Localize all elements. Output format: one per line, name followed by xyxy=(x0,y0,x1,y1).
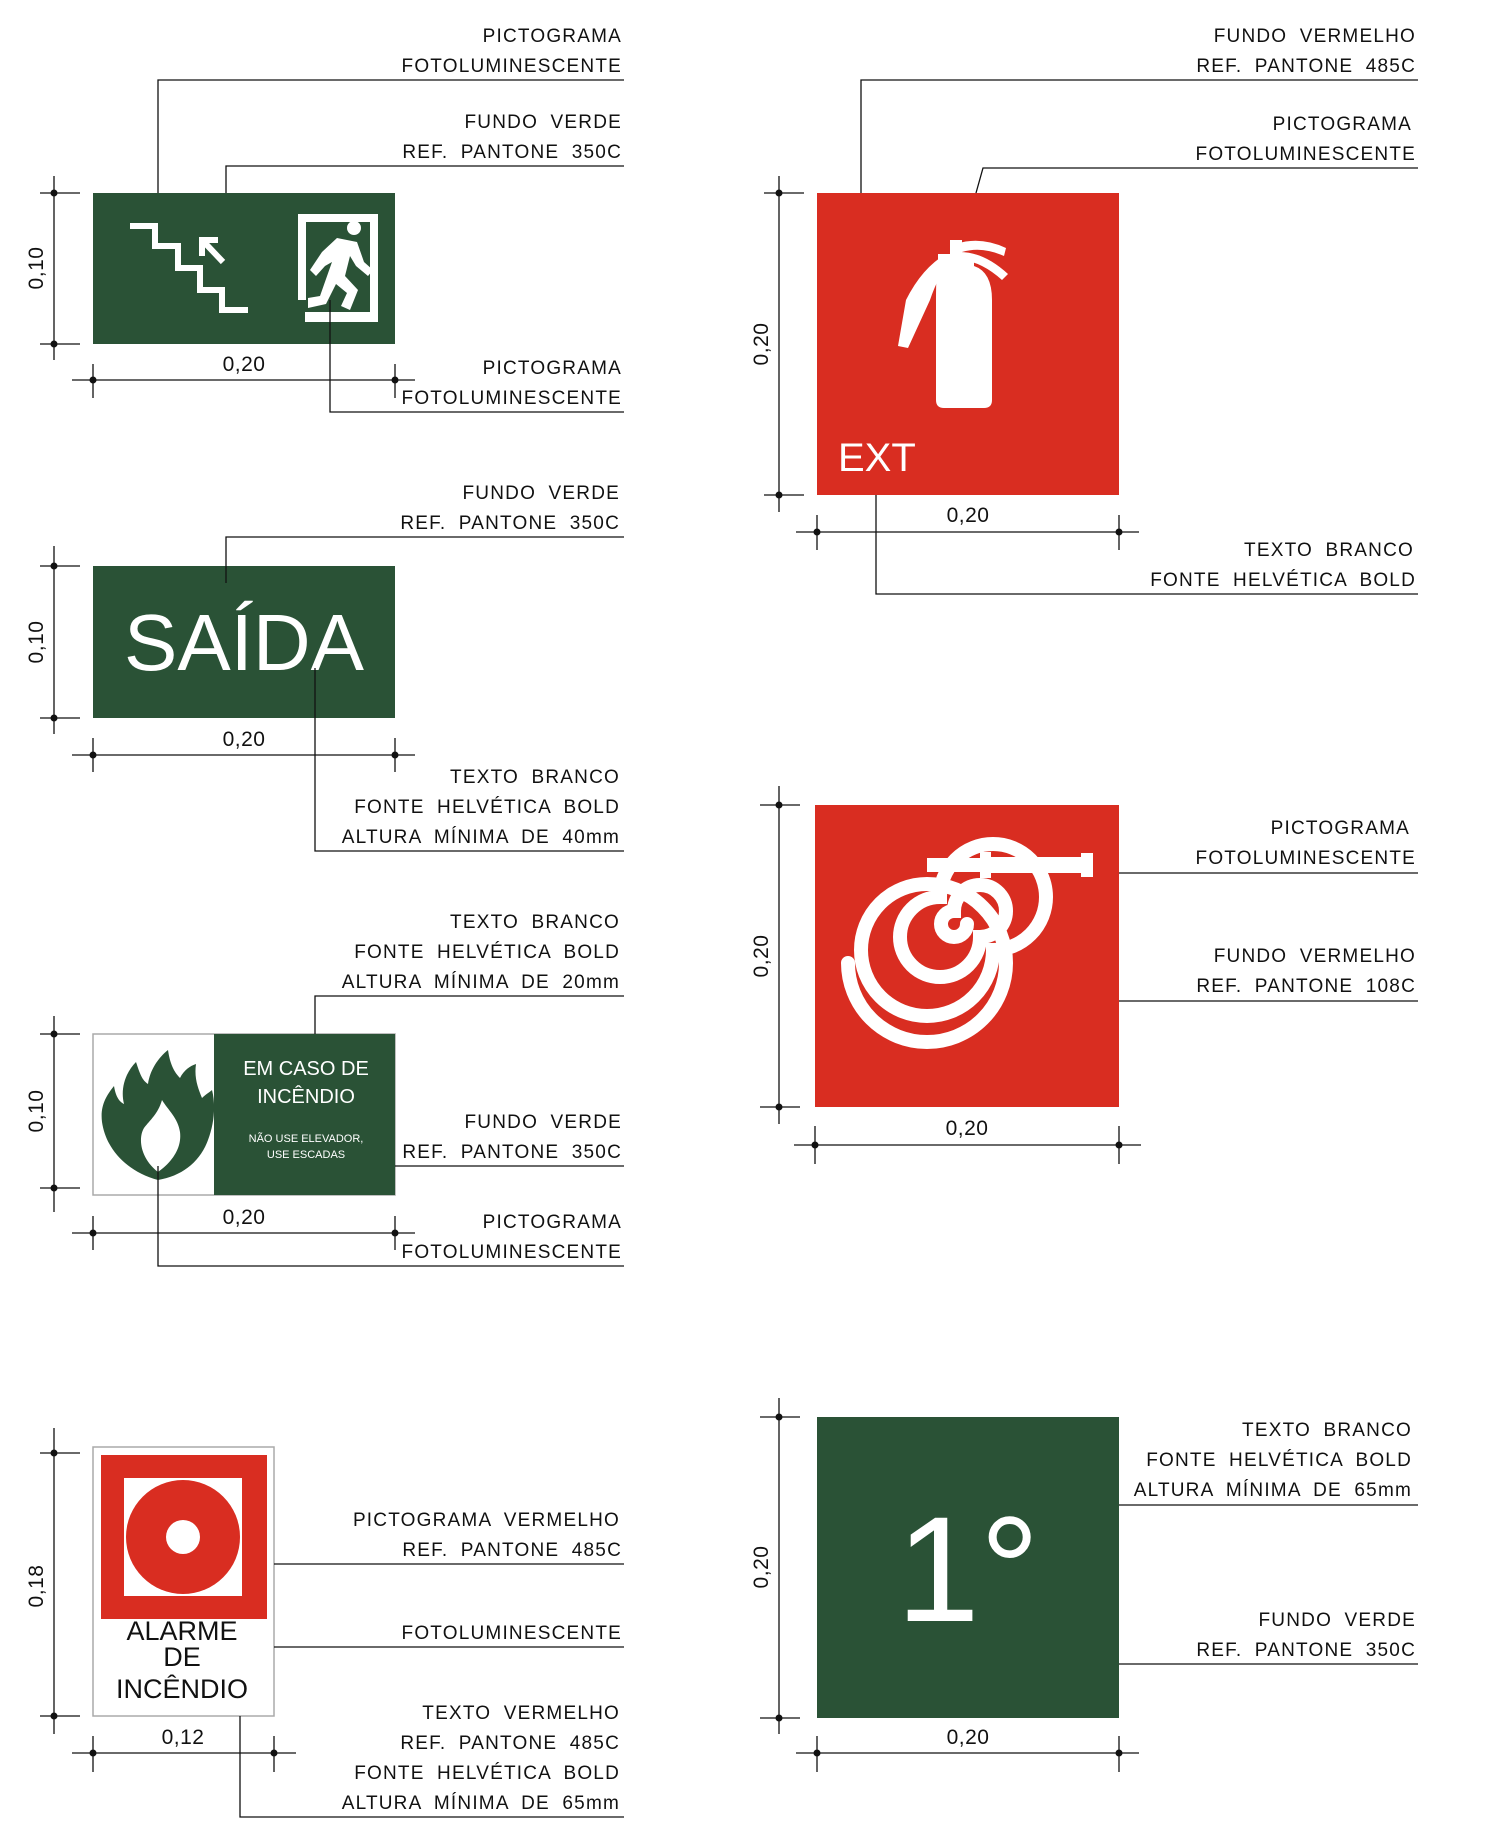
sign-saida xyxy=(93,566,395,718)
callout-fire-elevator-text-3: ALTURA MÍNIMA DE 20mm xyxy=(341,972,620,993)
sign-hose xyxy=(815,805,1119,1107)
sign-saida-text: SAÍDA xyxy=(123,598,365,687)
callout-hose-pictogram-2: FOTOLUMINESCENTE xyxy=(1195,848,1416,869)
sign-fire-alarm-width: 0,12 xyxy=(161,1726,205,1749)
callout-floor-text-1: TEXTO BRANCO xyxy=(1242,1420,1412,1441)
callout-fire-elevator-text-2: FONTE HELVÉTICA BOLD xyxy=(354,942,620,963)
callout-hose-background-1: FUNDO VERMELHO xyxy=(1213,946,1416,967)
callout-alarm-text-3: FONTE HELVÉTICA BOLD xyxy=(354,1763,620,1784)
callout-alarm-text-2: REF. PANTONE 485C xyxy=(400,1733,620,1754)
callout-stair-pictogram-top-1: PICTOGRAMA xyxy=(482,26,622,47)
callout-alarm-background-1: FOTOLUMINESCENTE xyxy=(401,1623,622,1644)
callout-saida-background-1: FUNDO VERDE xyxy=(462,483,620,504)
sign-extinguisher-text: EXT xyxy=(838,436,916,480)
callout-fire-elevator-background-1: FUNDO VERDE xyxy=(464,1112,622,1133)
sign-floor-height: 0,20 xyxy=(750,1545,773,1589)
sign-fire-elevator-width: 0,20 xyxy=(222,1206,266,1229)
callout-saida-text-2: FONTE HELVÉTICA BOLD xyxy=(354,797,620,818)
callout-ext-text-2: FONTE HELVÉTICA BOLD xyxy=(1150,570,1416,591)
sign-fire-elevator-title-2: INCÊNDIO xyxy=(257,1086,355,1108)
callout-alarm-text-4: ALTURA MÍNIMA DE 65mm xyxy=(341,1793,620,1814)
callout-ext-pictogram-1: PICTOGRAMA xyxy=(1272,114,1412,135)
sign-fire-elevator-subtitle-2: USE ESCADAS xyxy=(266,1149,346,1161)
sign-extinguisher-width: 0,20 xyxy=(946,504,990,527)
sign-floor-width: 0,20 xyxy=(946,1726,990,1749)
sign-saida-width: 0,20 xyxy=(222,728,266,751)
sign-extinguisher xyxy=(817,193,1119,495)
sign-hose-width: 0,20 xyxy=(945,1117,989,1140)
callout-floor-background-2: REF. PANTONE 350C xyxy=(1196,1640,1416,1661)
callout-floor-background-1: FUNDO VERDE xyxy=(1258,1610,1416,1631)
callout-saida-background-2: REF. PANTONE 350C xyxy=(400,513,620,534)
sign-fire-elevator-title-1: EM CASO DE xyxy=(243,1058,369,1080)
sign-escape-stair-width: 0,20 xyxy=(222,353,266,376)
callout-stair-pictogram-bottom-1: PICTOGRAMA xyxy=(482,358,622,379)
callout-hose-pictogram-1: PICTOGRAMA xyxy=(1270,818,1410,839)
sign-extinguisher-height: 0,20 xyxy=(750,322,773,366)
callout-stair-pictogram-top-2: FOTOLUMINESCENTE xyxy=(401,56,622,77)
sign-fire-elevator xyxy=(93,1034,395,1195)
callout-fire-elevator-background-2: REF. PANTONE 350C xyxy=(402,1142,622,1163)
sign-fire-alarm xyxy=(93,1447,274,1716)
callout-stair-pictogram-bottom-2: FOTOLUMINESCENTE xyxy=(401,388,622,409)
sign-fire-elevator-height: 0,10 xyxy=(25,1089,48,1133)
callout-alarm-text-1: TEXTO VERMELHO xyxy=(422,1703,620,1724)
callout-ext-text-1: TEXTO BRANCO xyxy=(1244,540,1414,561)
callout-alarm-pictogram-1: PICTOGRAMA VERMELHO xyxy=(352,1510,620,1531)
callout-fire-elevator-pictogram-1: PICTOGRAMA xyxy=(482,1212,622,1233)
sign-escape-stair-height: 0,10 xyxy=(25,246,48,290)
callout-stair-background-1: FUNDO VERDE xyxy=(464,112,622,133)
sign-fire-alarm-height: 0,18 xyxy=(25,1564,48,1608)
sign-floor xyxy=(817,1417,1119,1718)
sign-fire-alarm-text-1: ALARME xyxy=(126,1616,238,1646)
callout-ext-background-1: FUNDO VERMELHO xyxy=(1213,26,1416,47)
callout-hose-background-2: REF. PANTONE 108C xyxy=(1196,976,1416,997)
callout-ext-background-2: REF. PANTONE 485C xyxy=(1196,56,1416,77)
callout-fire-elevator-pictogram-2: FOTOLUMINESCENTE xyxy=(401,1242,622,1263)
callout-floor-text-3: ALTURA MÍNIMA DE 65mm xyxy=(1133,1480,1412,1501)
callout-stair-background-2: REF. PANTONE 350C xyxy=(402,142,622,163)
alarm-button-center xyxy=(166,1520,200,1554)
sign-saida-height: 0,10 xyxy=(25,620,48,664)
callout-saida-text-1: TEXTO BRANCO xyxy=(450,767,620,788)
callout-floor-text-2: FONTE HELVÉTICA BOLD xyxy=(1146,1450,1412,1471)
sign-fire-elevator-subtitle-1: NÃO USE ELEVADOR, xyxy=(248,1133,364,1145)
sign-floor-text: 1° xyxy=(896,1485,1040,1653)
sign-hose-height: 0,20 xyxy=(750,934,773,978)
callout-alarm-pictogram-2: REF. PANTONE 485C xyxy=(402,1540,622,1561)
sign-fire-alarm-text-2: DE xyxy=(163,1642,201,1672)
sign-escape-stair xyxy=(93,193,395,344)
callout-saida-text-3: ALTURA MÍNIMA DE 40mm xyxy=(341,827,620,848)
callout-ext-pictogram-2: FOTOLUMINESCENTE xyxy=(1195,144,1416,165)
callout-fire-elevator-text-1: TEXTO BRANCO xyxy=(450,912,620,933)
sign-fire-alarm-text-3: INCÊNDIO xyxy=(115,1674,249,1704)
